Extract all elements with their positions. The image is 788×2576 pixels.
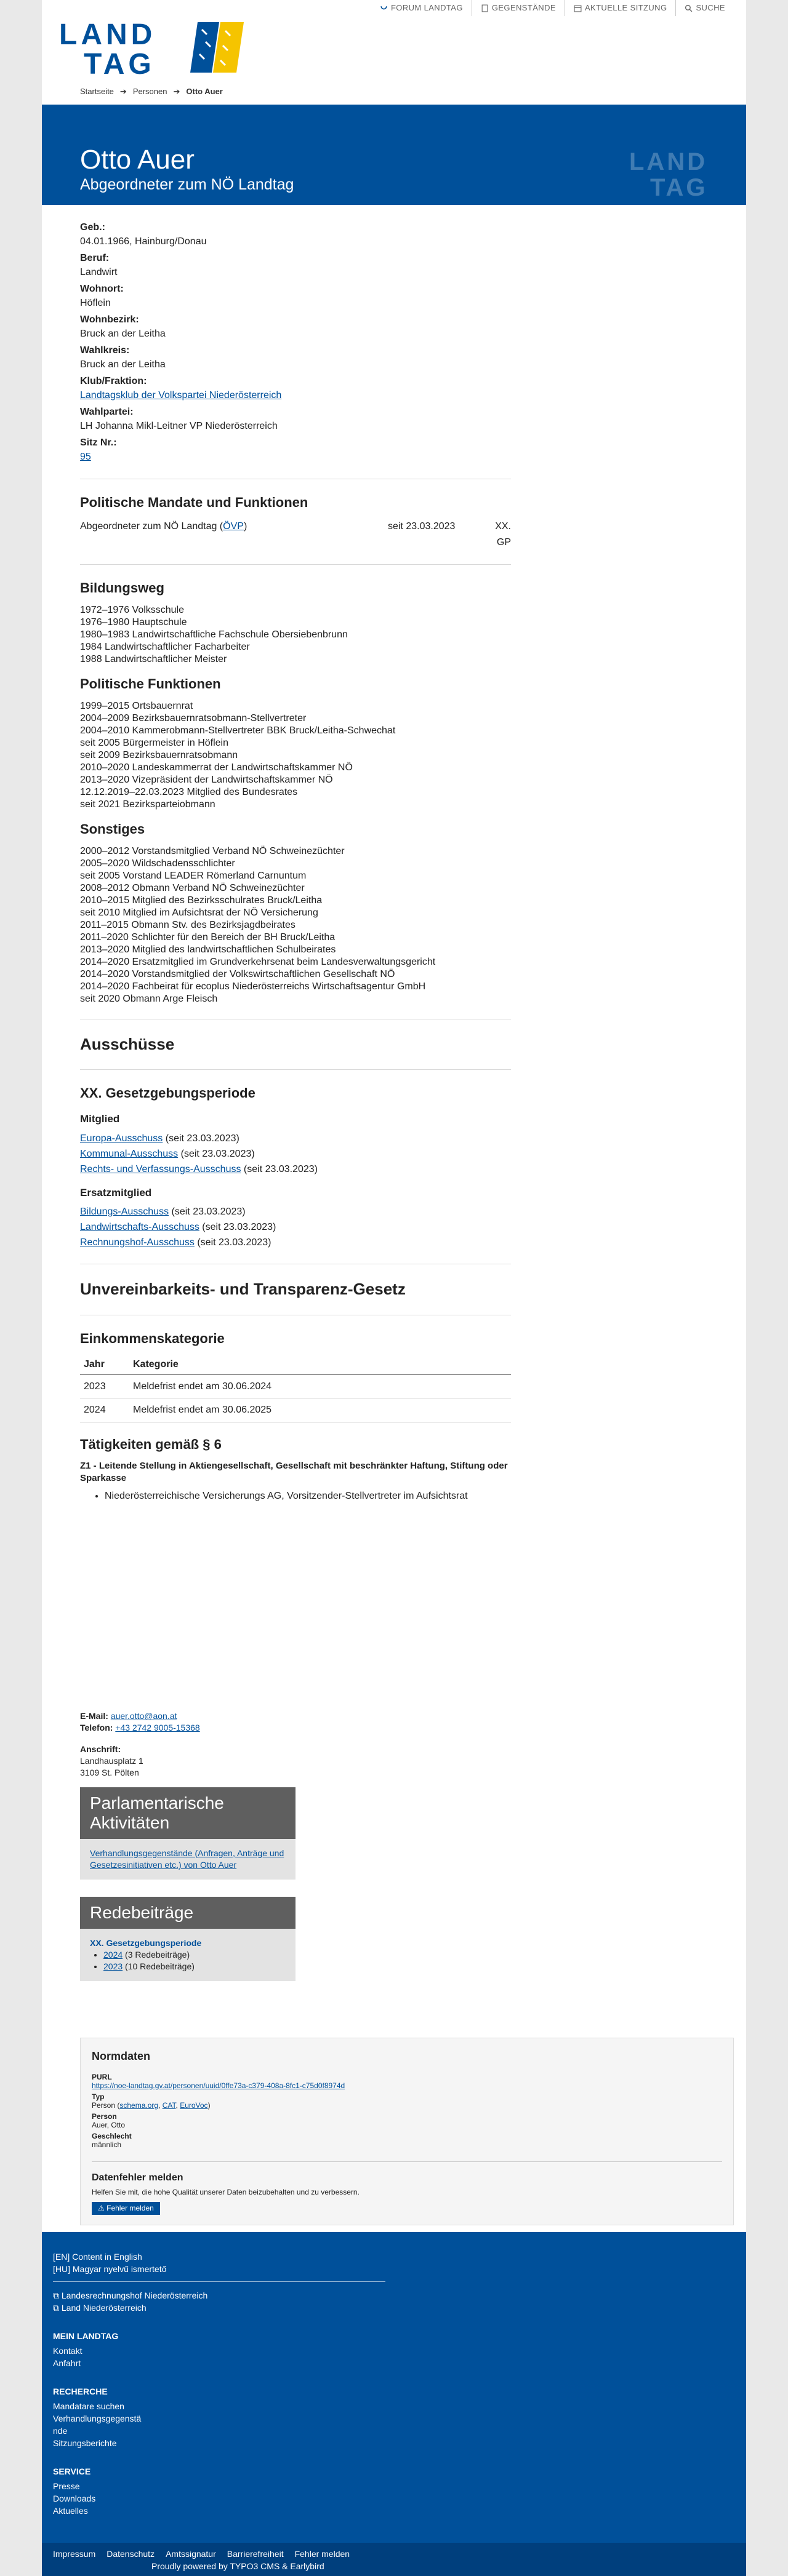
list-item: 2013–2020 Vizepräsident der Landwirtschaftskammer NÖ — [80, 774, 333, 785]
breadcrumb-personen[interactable]: Personen — [132, 87, 167, 96]
fehler-button-label: Fehler melden — [107, 2203, 154, 2212]
sitzung-label: AKTUELLE SITZUNG — [584, 2, 667, 12]
mandate-heading: Politische Mandate und Funktionen — [80, 495, 308, 510]
bildungsweg-list — [80, 604, 511, 666]
committee-link[interactable]: Rechts- und Verfassungs-Ausschuss — [80, 1163, 241, 1174]
mandate-period: XX. GP — [495, 520, 511, 548]
category-cell: Meldefrist endet am 30.06.2024 — [129, 1374, 511, 1398]
list-item: seit 2020 Obmann Arge Fleisch — [80, 993, 218, 1004]
main-content — [80, 221, 511, 1504]
mandate-close: ) — [243, 520, 247, 532]
detail-label: Wohnbezirk: — [80, 314, 139, 325]
party-link[interactable]: ÖVP — [223, 520, 244, 532]
person-label: Person — [92, 2112, 117, 2121]
arrow-right-icon: ➔ — [119, 87, 127, 96]
divider — [53, 2281, 385, 2282]
list-item: 2000–2012 Vorstandsmitglied Verband NÖ Schweinezüchter — [80, 845, 345, 856]
sitzung-link[interactable] — [565, 0, 676, 16]
forum-label: FORUM LANDTAG — [390, 2, 463, 12]
ext-link-rechnungshof[interactable] — [53, 2289, 735, 2302]
mandate-row — [80, 519, 511, 551]
breadcrumb-current: Otto Auer — [186, 87, 223, 96]
eurovoc-link[interactable]: EuroVoc — [180, 2101, 208, 2110]
mitglied-heading: Mitglied — [80, 1113, 120, 1125]
normdaten-title: Normdaten — [92, 2050, 151, 2062]
warning-icon: ⚠ — [98, 2203, 105, 2212]
detail-value: Bruck an der Leitha — [80, 359, 166, 370]
rede-count: (10 Redebeiträge) — [123, 1961, 195, 1971]
detail-label: Geb.: — [80, 222, 105, 233]
footer-list-mein-landtag — [53, 2345, 735, 2369]
mandate-text: Abgeordneter zum NÖ Landtag ( — [80, 520, 223, 532]
committee-link[interactable]: Bildungs-Ausschuss — [80, 1206, 169, 1218]
normdaten-box: Normdaten PURL https://noe-landtag.gv.at/personen/uuid/0ffe73a-c379-408a-8fc1-c75d0f8974d Typ Person (schema.org, CAT, EuroVoc) Person Auer, Otto Geschlecht männlich Datenfehler melden Helfen Sie mit, die hohe Qualität unserer Daten beizubehalten und zu verbessern. ⚠ Fehler melden — [80, 2038, 734, 2225]
footer-link[interactable]: Sitzungsberichte — [53, 2438, 117, 2448]
list-item: 2010–2020 Landeskammerrat der Landwirtschaftskammer NÖ — [80, 762, 353, 773]
aktivitaeten-box — [80, 1787, 296, 1880]
bottom-link[interactable]: Datenschutz — [107, 2549, 155, 2559]
footer-list-recherche — [53, 2400, 151, 2449]
fehler-melden-button[interactable] — [92, 2202, 160, 2215]
search-icon — [685, 4, 693, 12]
table-row — [80, 1374, 511, 1398]
z1-item: • Niederösterreichische Versicherungs AG, Vorsitzender-Stellvertreter im Aufsichtsrat — [105, 1488, 511, 1504]
taetigkeiten-heading: Tätigkeiten gemäß § 6 — [80, 1436, 222, 1452]
bottom-link[interactable]: Impressum — [53, 2549, 96, 2559]
divider — [92, 2161, 722, 2162]
committee-link[interactable]: Europa-Ausschuss — [80, 1133, 163, 1144]
footer-link[interactable]: Presse — [53, 2481, 80, 2491]
calendar-icon — [574, 4, 582, 12]
footer-link[interactable]: Kontakt — [53, 2346, 82, 2356]
divider — [80, 564, 511, 565]
footer-heading-service: SERVICE — [53, 2466, 91, 2476]
footer-link[interactable]: Verhandlungsgegenstä nde — [53, 2414, 142, 2436]
arrow-right-icon: ➔ — [173, 87, 180, 96]
list-item: 2010–2015 Mitglied des Bezirksschulrates Bruck/Leitha — [80, 895, 323, 906]
address-label: Anschrift: — [80, 1744, 121, 1754]
committee-since: (seit 23.03.2023) — [169, 1206, 246, 1218]
search-link[interactable] — [675, 0, 734, 16]
contact-block — [80, 1710, 326, 1981]
committee-item — [80, 1162, 511, 1177]
footer-link[interactable]: Downloads — [53, 2494, 96, 2503]
email-label: E-Mail: — [80, 1711, 108, 1721]
year-cell: 2023 — [80, 1374, 129, 1398]
detail-value — [80, 449, 511, 465]
committee-item — [80, 1131, 511, 1146]
committee-since: (seit 23.03.2023) — [241, 1163, 318, 1174]
gegenstaende-label: GEGENSTÄNDE — [491, 2, 556, 12]
footer-heading-mein-landtag: MEIN LANDTAG — [53, 2331, 119, 2341]
redebeitraege-period: XX. Gesetzgebungsperiode — [90, 1938, 202, 1948]
z1-list — [105, 1488, 511, 1504]
detail-value: Landwirt — [80, 267, 118, 277]
list-item: 2008–2012 Obmann Verband NÖ Schweinezüchter — [80, 882, 305, 893]
logo-line1: LAND — [59, 18, 156, 51]
detail-link[interactable]: Landtagsklub der Volkspartei Niederösterreich — [80, 390, 282, 401]
typ-pre: Person ( — [92, 2101, 120, 2110]
list-item: 2005–2020 Wildschadensschlichter — [80, 858, 235, 869]
footer-heading-recherche: RECHERCHE — [53, 2387, 108, 2396]
list-item: seit 2010 Mitglied im Aufsichtsrat der NÖ Versicherung — [80, 907, 318, 918]
mandate-since: seit 23.03.2023 — [388, 520, 456, 532]
page — [42, 0, 746, 2576]
watermark-line1: LAND — [629, 148, 708, 175]
sonstiges-list — [80, 845, 511, 1005]
ersatz-heading: Ersatzmitglied — [80, 1186, 152, 1198]
list-item: seit 2021 Bezirksparteiobmann — [80, 799, 215, 810]
redebeitraege-box — [80, 1897, 296, 1981]
geschlecht-label: Geschlecht — [92, 2132, 132, 2141]
search-label: SUCHE — [696, 2, 725, 12]
z1-heading: Z1 - Leitende Stellung in Aktiengesellschaft, Gesellschaft mit beschränkter Haftung, Stiftung oder Sparkasse — [80, 1461, 508, 1484]
committee-item — [80, 1219, 511, 1235]
rede-item — [103, 1949, 286, 1961]
footer-list-service — [53, 2480, 735, 2517]
bottom-link[interactable]: Amtssignatur — [166, 2549, 216, 2559]
transparenz-heading: Unvereinbarkeits- und Transparenz-Gesetz — [80, 1280, 406, 1299]
list-item: 1980–1983 Landwirtschaftliche Fachschule Obersiebenbrunn — [80, 629, 348, 640]
external-link-icon: ⧉ — [53, 2291, 59, 2300]
ersatz-list — [80, 1204, 511, 1250]
logo-emblem-icon — [190, 22, 244, 73]
detail-value: 04.01.1966, Hainburg/Donau — [80, 236, 207, 247]
person-details — [80, 221, 511, 465]
rede-item — [103, 1961, 286, 1972]
typ-label: Typ — [92, 2092, 105, 2102]
redebeitraege-list — [103, 1949, 286, 1972]
list-item: 1999–2015 Ortsbauernrat — [80, 700, 193, 711]
list-item: seit 2005 Bürgermeister in Höflein — [80, 737, 229, 748]
ausschuesse-heading: Ausschüsse — [80, 1034, 175, 1053]
cat-link[interactable]: CAT — [162, 2101, 176, 2110]
footer-link[interactable]: Aktuelles — [53, 2506, 88, 2516]
detail-value: Bruck an der Leitha — [80, 329, 166, 339]
geschlecht-value: männlich — [92, 2140, 122, 2150]
funktionen-heading: Politische Funktionen — [80, 676, 221, 692]
bottom-link[interactable]: Fehler melden — [294, 2549, 350, 2559]
list-item: 2014–2020 Vorstandsmitglied der Volkswirtschaftlichen Gesellschaft NÖ — [80, 968, 395, 979]
person-value: Auer, Otto — [92, 2121, 126, 2130]
rede-year-link[interactable]: 2023 — [103, 1961, 123, 1971]
detail-label: Wohnort: — [80, 284, 124, 294]
logo-line2: TAG — [84, 48, 155, 78]
purl-label: PURL — [92, 2073, 112, 2082]
watermark-line2: TAG — [650, 174, 708, 198]
detail-label: Klub/Fraktion: — [80, 376, 147, 386]
sonstiges-heading: Sonstiges — [80, 821, 145, 837]
page-header — [42, 105, 746, 205]
list-item: 2011–2015 Obmann Stv. des Bezirksjagdbeirates — [80, 919, 296, 930]
external-link-icon: ⧉ — [53, 2303, 59, 2313]
committee-link[interactable]: Landwirtschafts-Ausschuss — [80, 1222, 199, 1233]
bottom-links — [53, 2548, 735, 2560]
email-link[interactable]: auer.otto@aon.at — [110, 1711, 177, 1721]
funktionen-list — [80, 700, 511, 811]
committee-item — [80, 1146, 511, 1162]
detail-label: Beruf: — [80, 253, 110, 263]
address-line1: Landhausplatz 1 — [80, 1756, 143, 1766]
list-item: 1976–1980 Hauptschule — [80, 616, 187, 628]
landtag-watermark-icon — [629, 148, 734, 198]
table-row — [80, 1398, 511, 1422]
category-cell: Meldefrist endet am 30.06.2025 — [129, 1398, 511, 1422]
aktivitaeten-title: Parlamentarische Aktivitäten — [80, 1787, 296, 1839]
detail-label: Sitz Nr.: — [80, 437, 117, 448]
detail-label: Wahlkreis: — [80, 345, 130, 356]
list-item: seit 2005 Vorstand LEADER Römerland Carnuntum — [80, 870, 307, 881]
ext-link-land[interactable] — [53, 2302, 735, 2314]
list-item: 2014–2020 Ersatzmitglied im Grundverkehrsenat beim Landesverwaltungsgericht — [80, 956, 436, 967]
list-item: 1972–1976 Volksschule — [80, 604, 185, 615]
breadcrumb-home[interactable]: Startseite — [80, 87, 114, 96]
list-item: seit 2009 Bezirksbauernratsobmann — [80, 749, 238, 760]
aktivitaeten-link[interactable]: Verhandlungsgegenstände (Anfragen, Anträge und Gesetzesinitiativen etc.) von Otto Auer — [90, 1848, 284, 1870]
gegenstaende-link[interactable] — [472, 0, 565, 16]
footer — [42, 2232, 746, 2543]
committee-since: (seit 23.03.2023) — [199, 1222, 276, 1233]
committee-item — [80, 1235, 511, 1250]
forum-link[interactable] — [371, 0, 472, 16]
bildungsweg-heading: Bildungsweg — [80, 580, 164, 596]
phone-link[interactable]: +43 2742 9005-15368 — [115, 1723, 200, 1733]
purl-link[interactable]: https://noe-landtag.gv.at/personen/uuid/0ffe73a-c379-408a-8fc1-c75d0f8974d — [92, 2081, 345, 2091]
list-item: 2011–2020 Schlichter für den Bereich der BH Bruck/Leitha — [80, 931, 336, 943]
list-item: 2004–2010 Kammerobmann-Stellvertreter BBK Bruck/Leitha-Schwechat — [80, 725, 396, 736]
committee-since: (seit 23.03.2023) — [163, 1133, 239, 1144]
einkommen-table — [80, 1355, 511, 1422]
footer-link[interactable]: Mandatare suchen — [53, 2401, 124, 2411]
committee-link[interactable]: Kommunal-Ausschuss — [80, 1148, 179, 1159]
list-item: 1988 Landwirtschaftlicher Meister — [80, 653, 227, 664]
list-item: 12.12.2019–22.03.2023 Mitglied des Bundesrates — [80, 786, 298, 797]
powered-by: Proudly powered by TYPO3 CMS & Earlybird — [151, 2561, 324, 2572]
einkommen-heading: Einkommenskategorie — [80, 1331, 225, 1347]
typ-post: ) — [207, 2101, 211, 2110]
landtag-logo[interactable] — [59, 17, 250, 78]
divider — [80, 1069, 511, 1070]
bottom-bar — [42, 2543, 746, 2576]
phone-label: Telefon: — [80, 1723, 113, 1733]
ext2-label: Land Niederösterreich — [61, 2303, 147, 2313]
col-year: Jahr — [80, 1355, 129, 1374]
bottom-link[interactable]: Barrierefreiheit — [227, 2549, 284, 2559]
forum-icon — [380, 4, 388, 12]
list-item: 1984 Landwirtschaftlicher Facharbeiter — [80, 641, 250, 652]
detail-link[interactable]: 95 — [80, 452, 91, 462]
footer-link[interactable]: Anfahrt — [53, 2358, 81, 2368]
mandate-title — [80, 519, 388, 551]
detail-value: LH Johanna Mikl-Leitner VP Niederösterreich — [80, 421, 278, 431]
list-item: 2004–2009 Bezirksbauernratsobmann-Stellvertreter — [80, 712, 307, 724]
breadcrumb — [80, 86, 223, 98]
page-title: Otto Auer — [80, 145, 195, 175]
document-icon — [481, 4, 489, 12]
committee-since: (seit 23.03.2023) — [178, 1148, 255, 1159]
period-heading: XX. Gesetzgebungsperiode — [80, 1085, 255, 1101]
committee-item — [80, 1204, 511, 1219]
detail-value: Höflein — [80, 298, 111, 308]
committee-link[interactable]: Rechnungshof-Ausschuss — [80, 1237, 195, 1248]
top-nav — [371, 0, 734, 16]
rede-count: (3 Redebeiträge) — [123, 1950, 190, 1960]
page-subtitle: Abgeordneter zum NÖ Landtag — [80, 176, 294, 193]
fehler-title: Datenfehler melden — [92, 2172, 183, 2183]
year-cell: 2024 — [80, 1398, 129, 1422]
rede-year-link[interactable]: 2024 — [103, 1950, 123, 1960]
detail-value — [80, 388, 511, 404]
list-item: 2013–2020 Mitglied des landwirtschaftlichen Schulbeirates — [80, 944, 336, 955]
ext1-label: Landesrechnungshof Niederösterreich — [61, 2291, 208, 2300]
redebeitraege-title: Redebeiträge — [80, 1897, 296, 1929]
detail-label: Wahlpartei: — [80, 407, 134, 417]
schema-org-link[interactable]: schema.org — [119, 2101, 159, 2110]
list-item: 2014–2020 Fachbeirat für ecoplus Niederösterreichs Wirtschaftsagentur GmbH — [80, 981, 426, 992]
committee-since: (seit 23.03.2023) — [194, 1237, 271, 1248]
lang-en-link[interactable]: [EN] Content in English — [53, 2252, 142, 2262]
mitglied-list — [80, 1131, 511, 1177]
col-category: Kategorie — [129, 1355, 511, 1374]
lang-hu-link[interactable]: [HU] Magyar nyelvű ismertető — [53, 2264, 167, 2274]
address-line2: 3109 St. Pölten — [80, 1768, 139, 1777]
fehler-text: Helfen Sie mit, die hohe Qualität unserer Daten beizubehalten und zu verbessern. — [92, 2188, 360, 2197]
